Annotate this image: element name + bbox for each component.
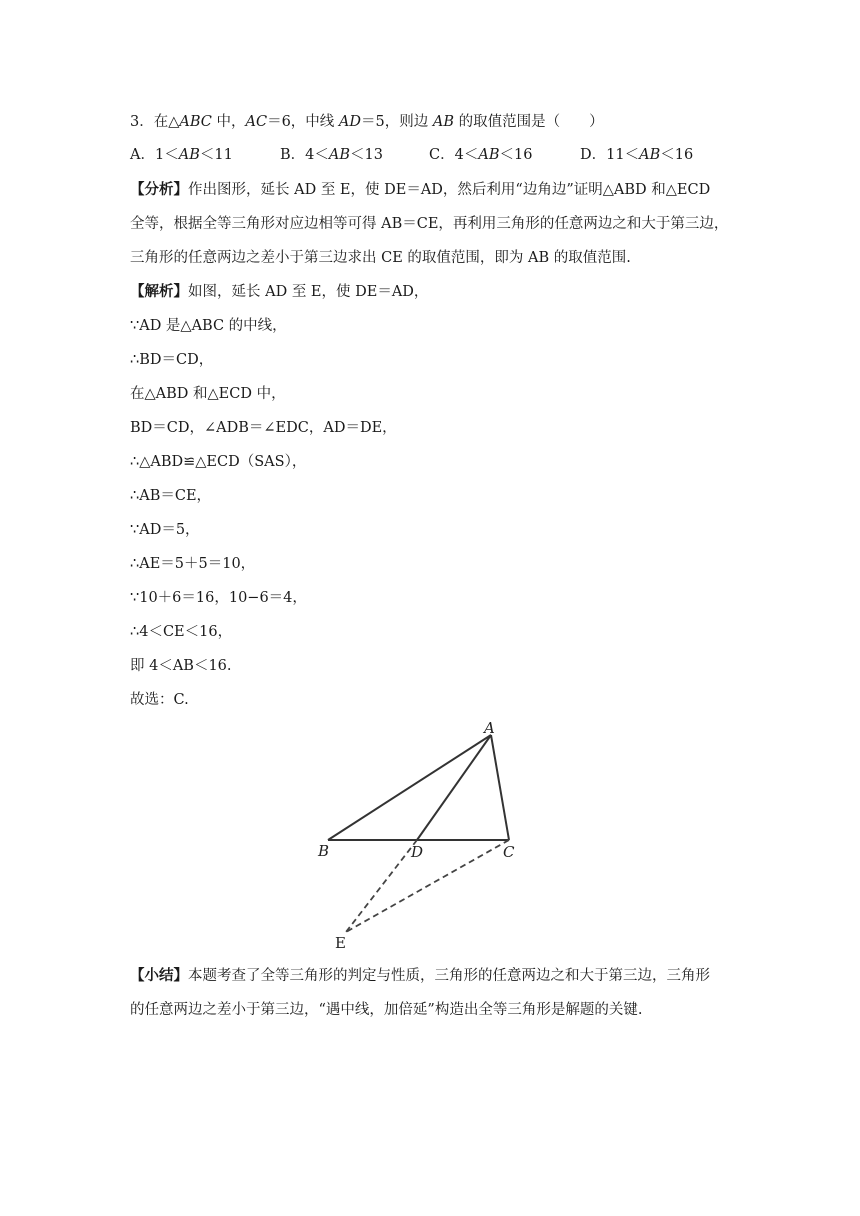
solution-step: ∴AB＝CE， bbox=[130, 488, 212, 504]
question-text: 3．在△ABC 中，AC＝6，中线 AD＝5，则边 AB 的取值范围是（ ） bbox=[130, 114, 604, 130]
analysis-line-2: 全等，根据全等三角形对应边相等可得 AB＝CE，再利用三角形的任意两边之和大于第三边， bbox=[130, 216, 729, 232]
answer-options bbox=[130, 145, 730, 165]
segment-ac bbox=[491, 735, 509, 840]
option-c[interactable]: C．4＜AB＜16 bbox=[429, 147, 533, 163]
solution-label: 【解析】 bbox=[130, 283, 188, 300]
option-b[interactable]: B．4＜AB＜13 bbox=[280, 147, 383, 163]
point-label-a: A bbox=[484, 720, 495, 737]
point-label-c: C bbox=[503, 843, 515, 861]
option-a[interactable]: A．1＜AB＜11 bbox=[130, 147, 233, 163]
solution-step: ∵AD＝5， bbox=[130, 522, 200, 538]
solution-step: ∵10＋6＝16，10−6＝4， bbox=[130, 590, 307, 606]
analysis-line-1: 【分析】作出图形，延长 AD 至 E，使 DE＝AD，然后利用“边角边”证明△ABD 和△ECD bbox=[130, 181, 711, 198]
triangle-diagram bbox=[300, 720, 540, 955]
summary-line-1: 【小结】本题考查了全等三角形的判定与性质，三角形的任意两边之和大于第三边，三角形 bbox=[130, 967, 710, 984]
question-number: 3． bbox=[130, 114, 154, 130]
summary-line-2: 的任意两边之差小于第三边，“遇中线，加倍延”构造出全等三角形是解题的关键. bbox=[130, 1002, 643, 1018]
solution-step: 在△ABD 和△ECD 中， bbox=[130, 386, 286, 402]
solution-step: 故选：C. bbox=[130, 692, 189, 708]
point-label-e: E bbox=[335, 934, 346, 952]
segment-ce bbox=[346, 840, 509, 932]
triangle-figure bbox=[300, 720, 540, 955]
solution-step: 即 4＜AB＜16. bbox=[130, 658, 232, 674]
summary-label: 【小结】 bbox=[130, 967, 188, 984]
option-d[interactable]: D．11＜AB＜16 bbox=[580, 147, 694, 163]
analysis-line-3: 三角形的任意两边之差小于第三边求出 CE 的取值范围，即为 AB 的取值范围. bbox=[130, 250, 631, 266]
solution-step: ∴BD＝CD， bbox=[130, 352, 214, 368]
solution-step: ∴4＜CE＜16， bbox=[130, 624, 233, 640]
solution-step: ∴△ABD≌△ECD（SAS）， bbox=[130, 454, 307, 470]
solution-line-1: 【解析】如图，延长 AD 至 E，使 DE＝AD， bbox=[130, 283, 429, 300]
segment-ab bbox=[328, 735, 491, 840]
solution-step: ∴AE＝5＋5＝10， bbox=[130, 556, 256, 572]
solution-step: BD＝CD，∠ADB＝∠EDC，AD＝DE， bbox=[130, 420, 397, 436]
segment-de bbox=[346, 840, 417, 932]
point-label-d: D bbox=[411, 843, 424, 861]
point-label-b: B bbox=[318, 842, 330, 860]
segment-ad bbox=[417, 735, 491, 840]
analysis-label: 【分析】 bbox=[130, 181, 188, 198]
solution-step: ∵AD 是△ABC 的中线， bbox=[130, 318, 287, 334]
